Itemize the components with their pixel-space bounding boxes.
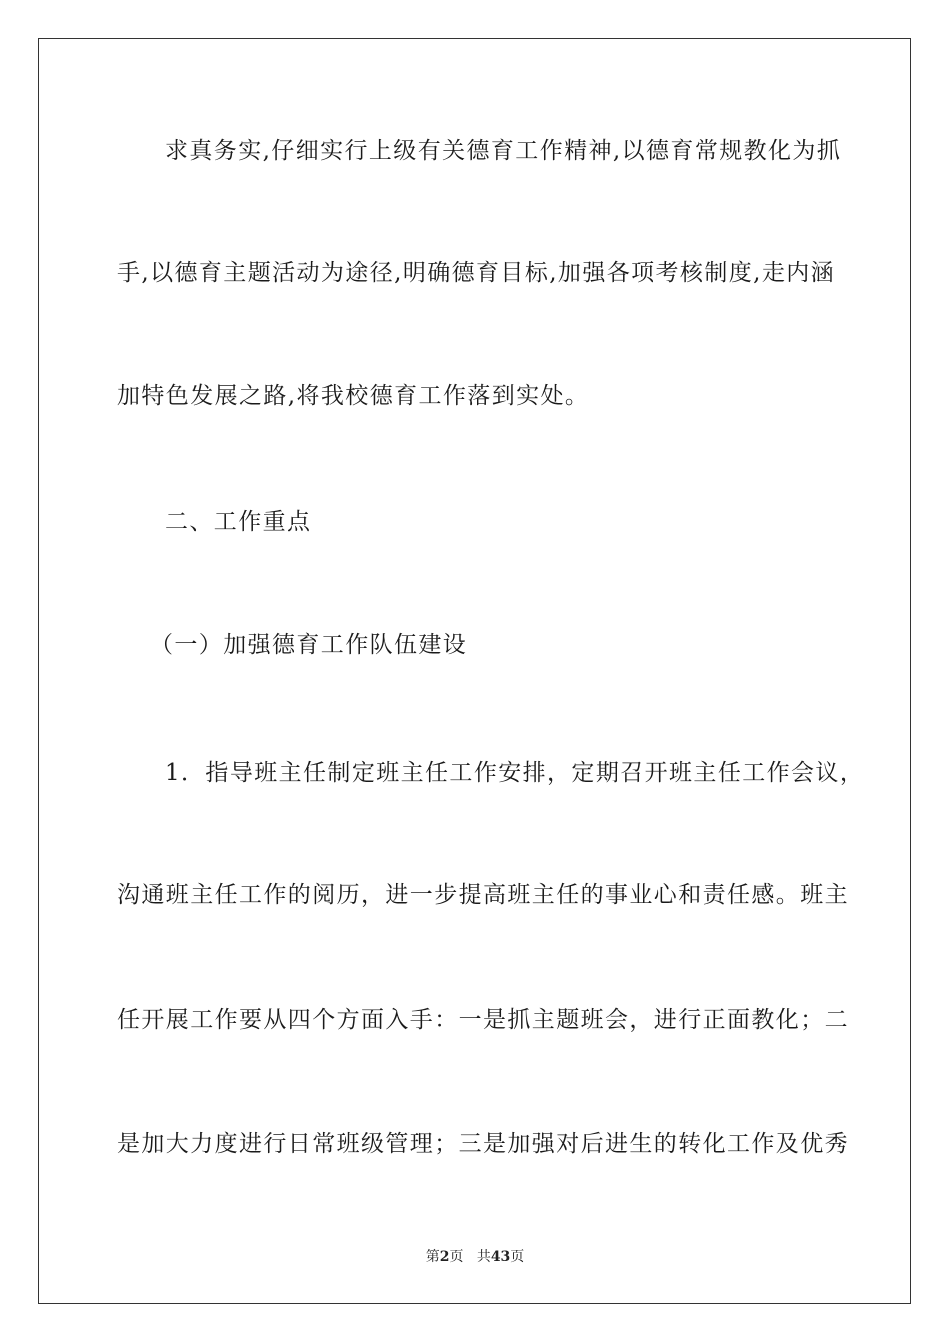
footer-page-number: 2 <box>439 1249 450 1265</box>
footer-total-prefix: 共 <box>476 1249 491 1265</box>
section-heading: 二、工作重点 <box>165 509 312 535</box>
paragraph-line-1: 求真务实,仔细实行上级有关德育工作精神,以德育常规教化为抓 <box>165 138 842 164</box>
paragraph-line-5: 沟通班主任工作的阅历，进一步提高班主任的事业心和责任感。班主 <box>117 882 849 908</box>
paragraph-line-2: 手,以德育主题活动为途径,明确德育目标,加强各项考核制度,走内涵 <box>117 260 836 286</box>
footer-total-pages: 43 <box>490 1249 511 1265</box>
footer-page-suffix: 页 <box>449 1249 464 1265</box>
page-border <box>38 38 911 1304</box>
footer-page-prefix: 第 <box>425 1249 440 1265</box>
paragraph-line-7: 是加大力度进行日常班级管理；三是加强对后进生的转化工作及优秀 <box>117 1131 849 1157</box>
page-footer <box>0 1248 950 1266</box>
subsection-heading: （一）加强德育工作队伍建设 <box>150 632 468 658</box>
paragraph-line-6: 任开展工作要从四个方面入手：一是抓主题班会，进行正面教化；二 <box>117 1007 849 1033</box>
paragraph-line-4: 1．指导班主任制定班主任工作安排，定期召开班主任工作会议， <box>165 760 865 786</box>
paragraph-line-3: 加特色发展之路,将我校德育工作落到实处。 <box>117 383 590 409</box>
footer-total-suffix: 页 <box>510 1249 525 1265</box>
